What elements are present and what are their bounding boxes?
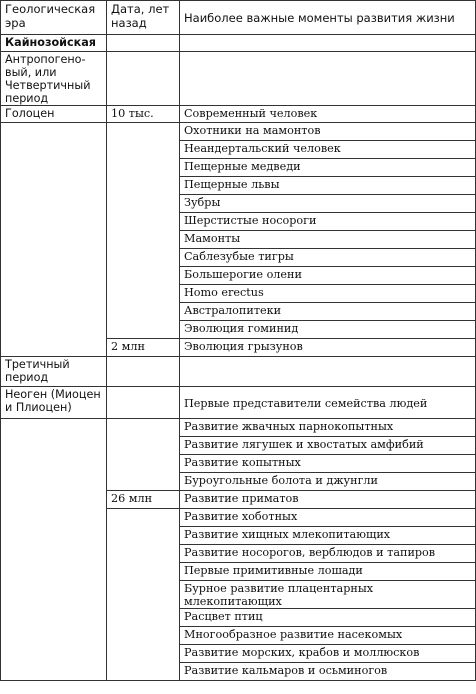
era-cell: Третичный период	[1, 357, 107, 387]
header-events: Наиболее важные моменты развития жизни	[180, 1, 476, 35]
event-cell: Эволюция грызунов	[180, 339, 476, 357]
event-cell	[180, 52, 476, 106]
event-cell: Пещерные львы	[180, 177, 476, 195]
event-cell: Развитие жвачных парнокопытных	[180, 419, 476, 437]
event-cell: Буроугольные болота и джунгли	[180, 473, 476, 491]
event-cell: Homo erectus	[180, 285, 476, 303]
event-cell: Неандертальский человек	[180, 141, 476, 159]
event-cell: Многообразное развитие насекомых	[180, 627, 476, 645]
event-cell: Первые представители семейства людей	[180, 387, 476, 419]
event-cell: Развитие носорогов, верблюдов и тапиров	[180, 545, 476, 563]
event-cell: Развитие морских, крабов и моллюсков	[180, 645, 476, 663]
event-cell: Развитие хищных млекопитающих	[180, 527, 476, 545]
table-row	[1, 387, 476, 419]
date-cell	[107, 509, 180, 681]
header-era: Геологическая эра	[1, 1, 107, 35]
date-cell: 10 тыс.	[107, 106, 180, 123]
era-cell	[1, 123, 107, 357]
event-cell: Расцвет птиц	[180, 609, 476, 627]
table-row	[1, 35, 476, 52]
era-cell: Антропогено-вый, или Четвертичный период	[1, 52, 107, 106]
date-cell	[107, 387, 180, 419]
event-cell: Развитие копытных	[180, 455, 476, 473]
event-cell: Саблезубые тигры	[180, 249, 476, 267]
date-cell	[107, 35, 180, 52]
event-cell	[180, 357, 476, 387]
table-row	[1, 52, 476, 106]
date-cell	[107, 357, 180, 387]
era-cell: Голоцен	[1, 106, 107, 123]
event-cell: Развитие хоботных	[180, 509, 476, 527]
era-cell: Неоген (Миоцен и Плиоцен)	[1, 387, 107, 419]
event-cell: Развитие приматов	[180, 491, 476, 509]
table-row	[1, 123, 476, 141]
event-cell: Большерогие олени	[180, 267, 476, 285]
event-cell: Охотники на мамонтов	[180, 123, 476, 141]
table-row	[1, 419, 476, 437]
event-cell: Первые примитивные лошади	[180, 563, 476, 581]
event-cell: Пещерные медведи	[180, 159, 476, 177]
date-cell	[107, 123, 180, 339]
era-cell: Кайнозойская	[1, 35, 107, 52]
table-row	[1, 357, 476, 387]
table-header-row	[1, 1, 476, 35]
event-cell: Мамонты	[180, 231, 476, 249]
event-cell: Австралопитеки	[180, 303, 476, 321]
event-cell: Развитие лягушек и хвостатых амфибий	[180, 437, 476, 455]
event-cell: Бурное развитие плацентарных млекопитающих	[180, 581, 476, 609]
event-cell: Зубры	[180, 195, 476, 213]
era-cell	[1, 419, 107, 681]
event-cell	[180, 35, 476, 52]
date-cell: 2 млн	[107, 339, 180, 357]
event-cell: Современный человек	[180, 106, 476, 123]
date-cell	[107, 52, 180, 106]
event-cell: Эволюция гоминид	[180, 321, 476, 339]
table-row	[1, 106, 476, 123]
event-cell: Развитие кальмаров и осьминогов	[180, 663, 476, 681]
date-cell	[107, 419, 180, 491]
event-cell: Шерстистые носороги	[180, 213, 476, 231]
date-cell: 26 млн	[107, 491, 180, 509]
header-date: Дата, лет назад	[107, 1, 180, 35]
